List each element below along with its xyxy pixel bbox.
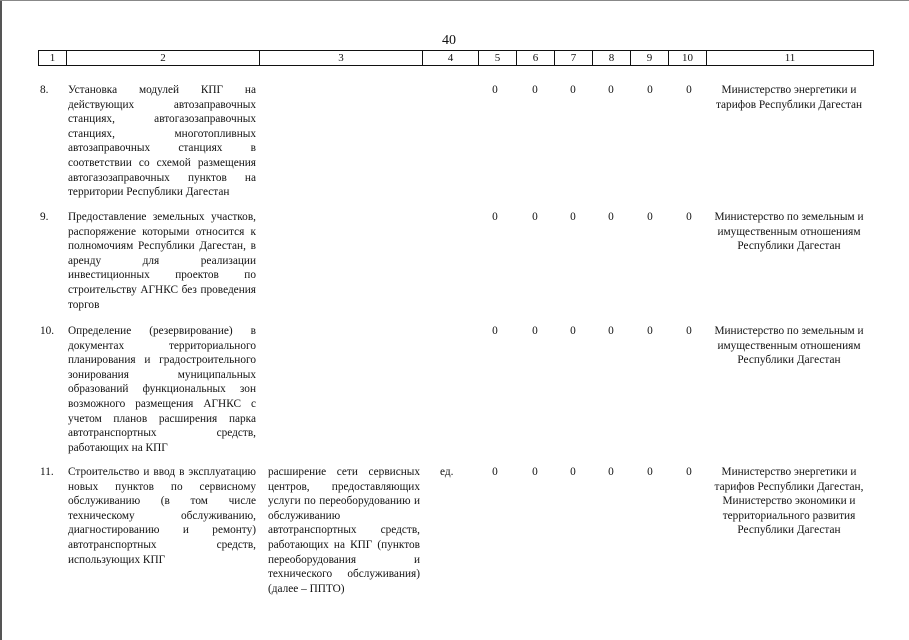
- value-col-8: 0: [608, 325, 614, 337]
- value-col-10: 0: [686, 325, 692, 337]
- value-col-10: 0: [686, 466, 692, 478]
- header-bottom-rule: [38, 65, 874, 66]
- header-col-2: 2: [66, 51, 259, 65]
- scan-edge-left: [0, 0, 2, 640]
- value-col-10: 0: [686, 84, 692, 96]
- header-col-1: 1: [38, 51, 66, 65]
- row-number: 8.: [40, 84, 49, 96]
- header-col-11: 11: [706, 51, 874, 65]
- row-number: 10.: [40, 325, 55, 337]
- header-col-8: 8: [592, 51, 630, 65]
- header-col-3: 3: [259, 51, 422, 65]
- value-col-6: 0: [532, 211, 538, 223]
- header-col-5: 5: [478, 51, 516, 65]
- value-col-9: 0: [647, 325, 653, 337]
- value-col-6: 0: [532, 325, 538, 337]
- value-col-7: 0: [570, 211, 576, 223]
- row-responsible: Министерство энергетики и тарифов Республики Дагестан, Министерство экономики и территориального развития Республики Дагестан: [714, 466, 864, 537]
- row-description: Определение (резервирование) в документах территориального планирования и градостроительного зонирования муниципальных образований функциональных зон возможного размещения АГНКС с учетом планов расширения парка автотранспортных средств, работающих на КПГ: [68, 325, 256, 454]
- value-col-8: 0: [608, 211, 614, 223]
- header-col-4: 4: [422, 51, 478, 65]
- value-col-5: 0: [492, 84, 498, 96]
- value-col-5: 0: [492, 466, 498, 478]
- row-number: 9.: [40, 211, 49, 223]
- value-col-7: 0: [570, 466, 576, 478]
- header-col-9: 9: [630, 51, 668, 65]
- value-col-6: 0: [532, 84, 538, 96]
- value-col-9: 0: [647, 84, 653, 96]
- value-col-9: 0: [647, 211, 653, 223]
- row-responsible: Министерство по земельным и имущественным отношениям Республики Дагестан: [714, 211, 864, 253]
- value-col-5: 0: [492, 211, 498, 223]
- row-indicator: расширение сети сервисных центров, предоставляющих услуги по переоборудованию и обслуживанию автотранспортных средств, работающих на КПГ (пунктов переоборудования и технического обслуживания) (далее – ППТО): [268, 466, 420, 595]
- row-number: 11.: [40, 466, 54, 478]
- value-col-6: 0: [532, 466, 538, 478]
- page-number: 40: [442, 33, 456, 48]
- value-col-7: 0: [570, 84, 576, 96]
- row-responsible: Министерство энергетики и тарифов Республики Дагестан: [715, 84, 863, 111]
- row-responsible: Министерство по земельным и имущественным отношениям Республики Дагестан: [714, 325, 864, 367]
- value-col-5: 0: [492, 325, 498, 337]
- value-col-7: 0: [570, 325, 576, 337]
- value-col-9: 0: [647, 466, 653, 478]
- value-col-8: 0: [608, 466, 614, 478]
- row-description: Строительство и ввод в эксплуатацию новых пунктов по сервисному обслуживанию (в том числе техническому обслуживанию, диагностированию и ремонту) автотранспортных средств, использующих КПГ: [68, 466, 256, 566]
- row-description: Предоставление земельных участков, распоряжение которыми относится к полномочиям Республики Дагестан, в аренду для реализации инвестиционных проектов по строительству АГНКС без проведения торгов: [68, 211, 256, 311]
- value-col-8: 0: [608, 84, 614, 96]
- row-description: Установка модулей КПГ на действующих автозаправочных станциях, автогазозаправочных станциях, многотопливных автозаправочных станциях в соответствии со схемой размещения автогазозаправочных пунктов на территории Республики Дагестан: [68, 84, 256, 199]
- header-col-7: 7: [554, 51, 592, 65]
- row-unit: ед.: [440, 466, 454, 478]
- header-col-6: 6: [516, 51, 554, 65]
- value-col-10: 0: [686, 211, 692, 223]
- scan-edge-top: [0, 0, 909, 1]
- header-col-10: 10: [668, 51, 706, 65]
